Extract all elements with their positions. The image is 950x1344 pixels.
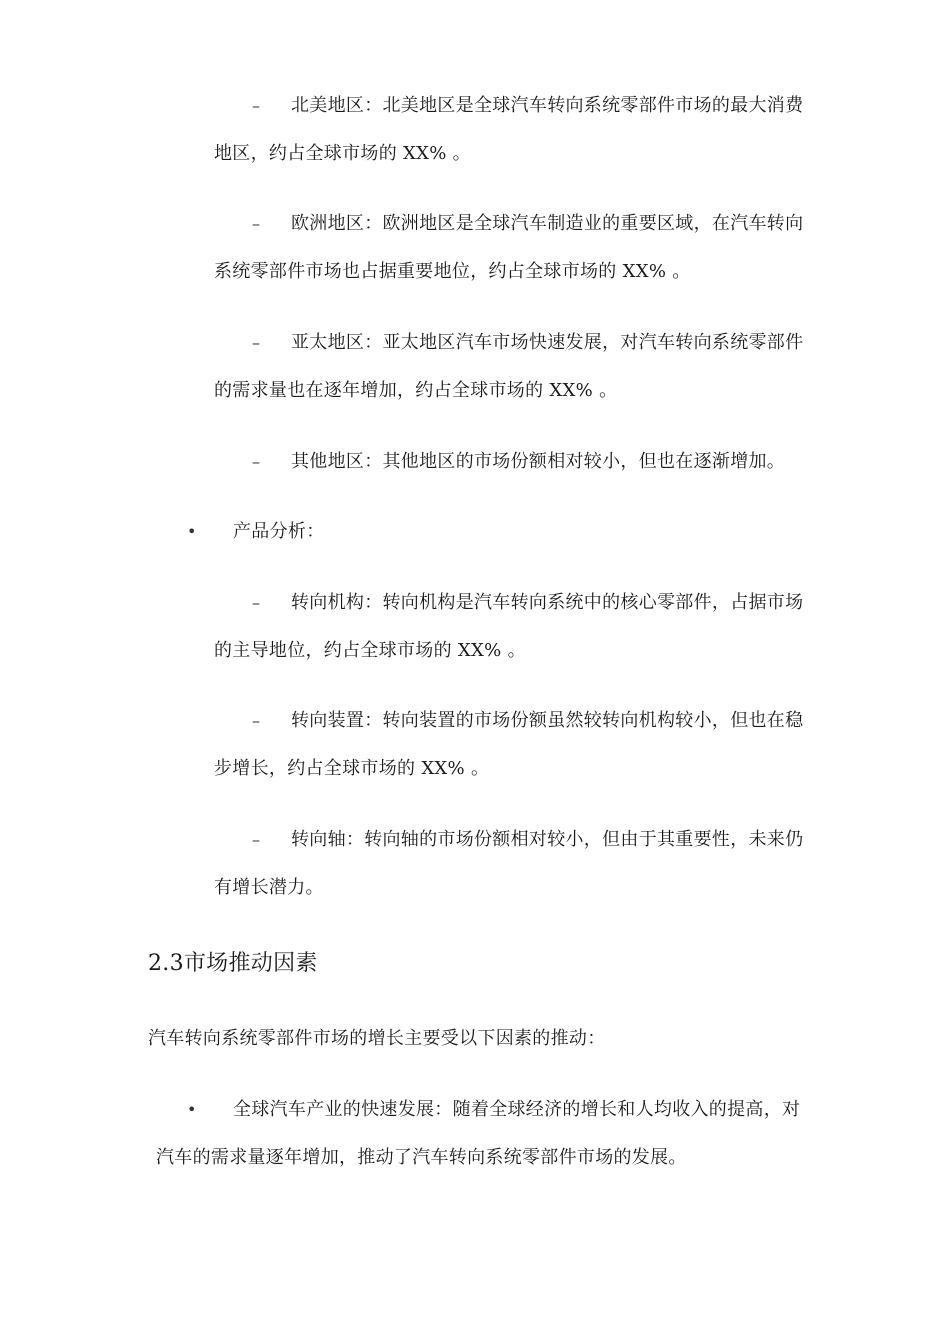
list-bullet: •: [187, 522, 197, 541]
region-item-asia-pacific-line1: 亚太地区：亚太地区汽车市场快速发展，对汽车转向系统零部件: [291, 332, 804, 353]
region-item-north-america-line2: 地区，约占全球市场的 XX% 。: [214, 143, 471, 164]
intro-paragraph: 汽车转向系统零部件市场的增长主要受以下因素的推动：: [148, 1028, 606, 1049]
list-dash: –: [252, 452, 260, 471]
product-item-steering-mechanism-line2: 的主导地位，约占全球市场的 XX% 。: [214, 640, 526, 661]
list-dash: –: [252, 214, 260, 233]
product-analysis-label: 产品分析：: [233, 521, 325, 542]
region-item-other-line1: 其他地区：其他地区的市场份额相对较小，但也在逐渐增加。: [291, 451, 786, 472]
list-dash: –: [252, 593, 260, 612]
region-item-asia-pacific-line2: 的需求量也在逐年增加，约占全球市场的 XX% 。: [214, 380, 618, 401]
driver-item-line1: 全球汽车产业的快速发展：随着全球经济的增长和人均收入的提高，对: [233, 1099, 801, 1120]
product-item-steering-shaft-line2: 有增长潜力。: [214, 877, 324, 898]
region-item-europe-line2: 系统零部件市场也占据重要地位，约占全球市场的 XX% 。: [214, 261, 691, 282]
section-heading: 2.3市场推动因素: [148, 951, 318, 976]
driver-item-line2: 汽车的需求量逐年增加，推动了汽车转向系统零部件市场的发展。: [156, 1147, 687, 1168]
product-item-steering-device-line1: 转向装置：转向装置的市场份额虽然较转向机构较小，但也在稳: [291, 710, 804, 731]
list-dash: –: [252, 96, 260, 115]
product-item-steering-shaft-line1: 转向轴：转向轴的市场份额相对较小，但由于其重要性，未来仍: [291, 829, 804, 850]
product-item-steering-mechanism-line1: 转向机构：转向机构是汽车转向系统中的核心零部件，占据市场: [291, 592, 804, 613]
list-dash: –: [252, 333, 260, 352]
list-bullet: •: [187, 1100, 197, 1119]
product-item-steering-device-line2: 步增长，约占全球市场的 XX% 。: [214, 758, 490, 779]
region-item-north-america-line1: 北美地区：北美地区是全球汽车转向系统零部件市场的最大消费: [291, 95, 804, 116]
list-dash: –: [252, 830, 260, 849]
list-dash: –: [252, 711, 260, 730]
region-item-europe-line1: 欧洲地区：欧洲地区是全球汽车制造业的重要区域，在汽车转向: [291, 213, 804, 234]
